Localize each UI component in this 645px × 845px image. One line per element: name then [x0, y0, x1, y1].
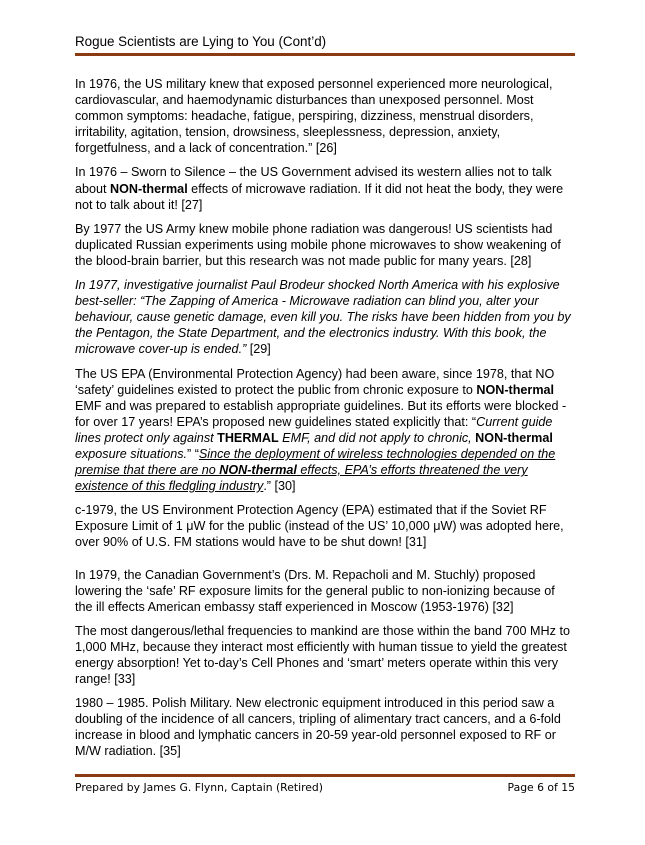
page-footer — [75, 781, 575, 795]
paragraph-brodeur: In 1977, investigative journalist Paul Brodeur shocked North America with his explosive best-seller: “The Zapping of America - Microwave radiation can blind you, alter your behaviour, cause genetic damage, even kill you. The risks have been hidden from you by the Pentagon, the State Department, and the electronics industry. With this book, the microwave cover-up is ended.” [29] — [75, 278, 571, 357]
paragraph-epa-1979: c-1979, the US Environment Protection Agency (EPA) estimated that if the Soviet RF Exposure Limit of 1 μW for the public (instead of the US’ 10,000 μW) was adopted here, over 90% of U.S. FM stations would have to be shut down! [31] — [75, 503, 564, 550]
page-header-title: Rogue Scientists are Lying to You (Cont’d) — [75, 34, 327, 49]
document-body — [75, 76, 575, 768]
paragraph-epa-guidelines: The US EPA (Environmental Protection Agency) had been aware, since 1978, that NO ‘safety’ guidelines existed to protect the public from chronic exposure to NON-thermal EMF and was prepared to establish appropriate guidelines. But its efforts were blocked - for over 17 years! EPA’s proposed new guidelines stated explicitly that: “Current guide lines protect only against THERMAL EMF, and did not apply to chronic, NON-thermal exposure situations.” “Since the deployment of wireless technologies depended on the premise that there are no NON-thermal effects, EPA’s efforts threatened the very existence of this fledgling industry.” [30] — [75, 366, 567, 494]
paragraph-sworn-to-silence: In 1976 – Sworn to Silence – the US Government advised its western allies not to talk about NON-thermal effects of microwave radiation. If it did not heat the body, they were not to talk about it! [27] — [75, 165, 564, 212]
page-number: Page 6 of 15 — [507, 781, 575, 794]
paragraph-1976-military: In 1976, the US military knew that exposed personnel experienced more neurological, cardiovascular, and haemodynamic disturbances than unexposed personnel. Most common symptoms: headache, fatigue, perspiring, dizziness, menstrual disorders, irritability, agitation, tension, drowsiness, sleeplessness, depression, anxiety, forgetfulness, and a lack of concentration.” [26] — [75, 77, 553, 156]
footer-author: Prepared by James G. Flynn, Captain (Retired) — [75, 781, 323, 794]
paragraph-canadian-government: In 1979, the Canadian Government’s (Drs. M. Repacholi and M. Stuchly) proposed lowering the ‘safe’ RF exposure limits for the general public to non-ionizing because of the ill effects American embassy staff experienced in Moscow (1953-1976) [32] — [75, 567, 555, 614]
header-divider — [75, 53, 575, 56]
paragraph-polish-military: 1980 – 1985. Polish Military. New electronic equipment introduced in this period saw a doubling of the incidence of all cancers, tripling of alimentary tract cancers, and a 6-fold increase in blood and lymphatic cancers in 20-59 year-old personnel exposed to RF or M/W radiation. [35] — [75, 696, 561, 759]
paragraph-dangerous-frequencies: The most dangerous/lethal frequencies to mankind are those within the band 700 MHz to 1,000 MHz, because they interact most efficiently with human tissue to yield the greatest energy absorption! Yet to-day’s Cell Phones and ‘smart’ meters operate within this very range! [33] — [75, 623, 570, 687]
footer-divider — [75, 774, 575, 777]
paragraph-1977-army: By 1977 the US Army knew mobile phone radiation was dangerous! US scientists had duplicated Russian experiments using mobile phone microwaves to show weakening of the blood-brain barrier, but this research was not made public for many years. [28] — [75, 221, 561, 268]
